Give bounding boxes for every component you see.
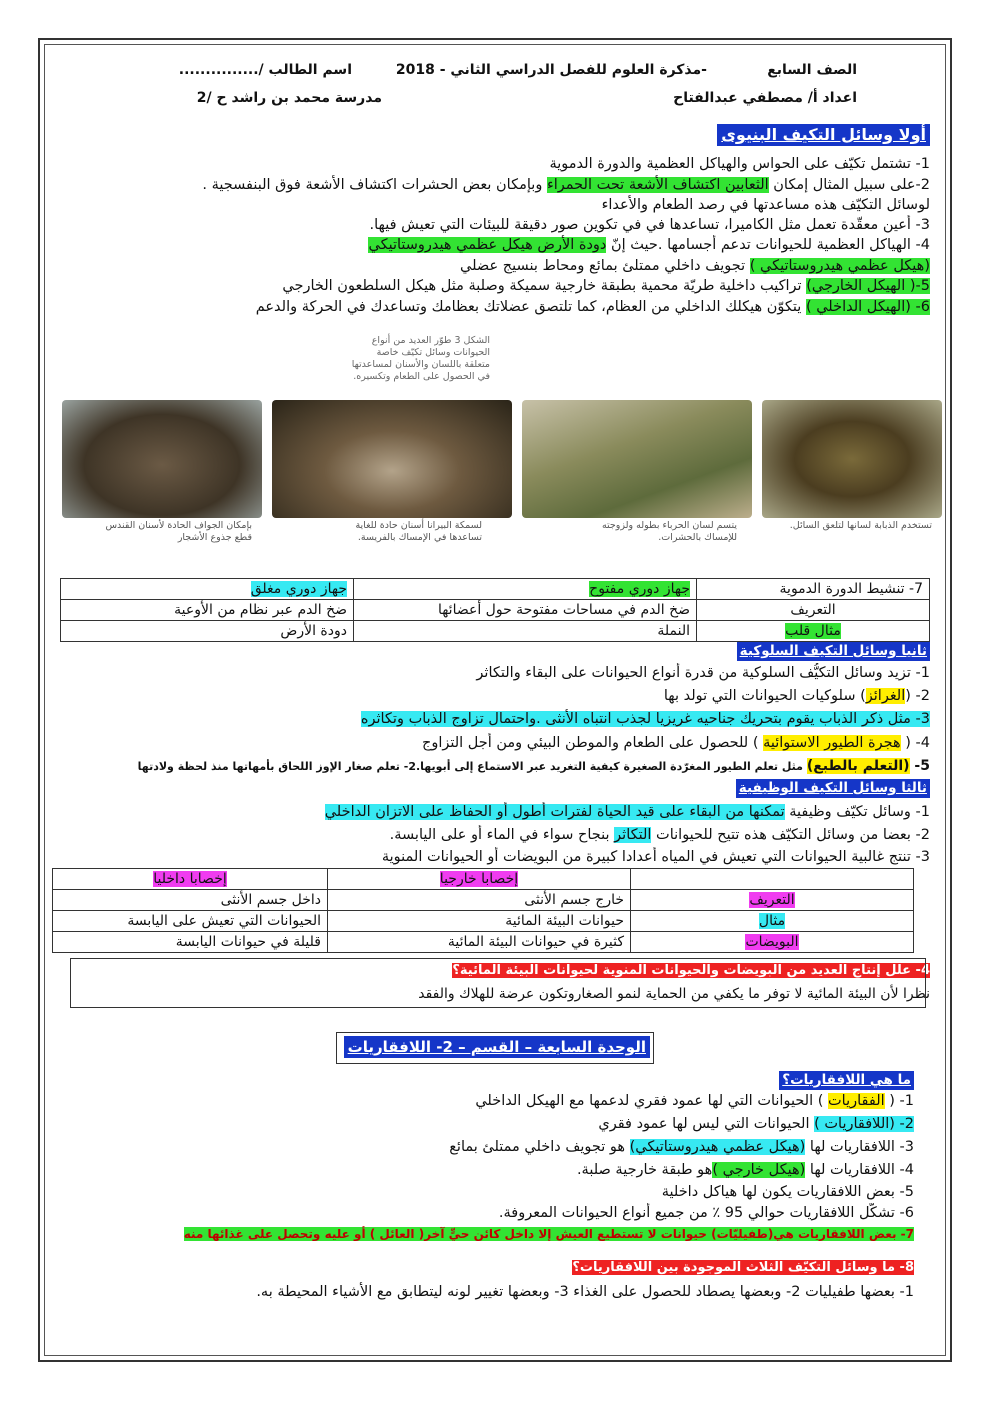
student-name-field: اسم الطالب /............... [178, 62, 352, 78]
table-row [53, 911, 914, 932]
table-cell: 7- تنشيط الدورة الدموية [697, 579, 930, 600]
chameleon-photo [522, 400, 752, 518]
row-label-eggs: البويضات [745, 934, 799, 950]
table-cell [61, 579, 354, 600]
s2-line2-b: ) سلوكيات الحيوانات التي تولد بها [663, 688, 866, 704]
table-cell: ضخ الدم في مساحات مفتوحة حول أعضائها [354, 600, 697, 621]
q8-question: 8- ما وسائل التكيّف الثلاث الموجودة بين اللافقاريات؟ [572, 1260, 914, 1275]
s1-line2-highlight: الثعابين اكتشاف الأشعة تحت الحمراء [546, 177, 769, 193]
table-row [61, 600, 930, 621]
inv-line4-highlight: (هيكل خارجي ) [712, 1162, 806, 1178]
table-cell [631, 890, 914, 911]
external-fertilization-header: إخصابا خارجيا [439, 871, 519, 887]
inv-line3-b: هو تجويف داخلي ممتلئ بمائع [449, 1139, 630, 1155]
inv-line2-b: الحيوانات التي ليس لها عمود فقري [598, 1116, 815, 1132]
table-cell [53, 869, 328, 890]
inv-line1-highlight: الفقاريات [828, 1093, 885, 1109]
q4-answer: نظرا لأن البيئة المائية لا توفر ما يكفي من الحماية لنمو الصغاروتكون عرضة للهلاك والفقد [418, 986, 930, 1002]
s1-line7-b: يتكوّن هيكلك الداخلي من العظام، كما تلتصق عضلاتك بعظامك وتساعدك في الحركة والدعم [255, 299, 806, 315]
table-cell [631, 911, 914, 932]
table-cell: الحيوانات التي تعيش على اليابسة [53, 911, 328, 932]
inv-line1-a: 1- ( [884, 1093, 914, 1109]
q4-box [70, 958, 926, 1008]
section2-title: ثانيا وسائل التكيف السلوكية [737, 642, 930, 661]
memo-title: -مذكرة العلوم للفصل الدراسي الثاني - 2018 [395, 62, 707, 78]
caption-piranha: لسمكة البيرانا أسنان حادة للغاية تساعدها في الإمساك بالفريسة. [355, 520, 482, 543]
s2-line2-highlight: الغرائز [865, 688, 906, 704]
table-cell: داخل جسم الأنثى [53, 890, 328, 911]
internal-fertilization-header: إخصابا داخليا [153, 871, 227, 887]
s1-line1: 1- تشتمل تكيّف على الحواس والهياكل العظمية والدورة الدموية [549, 156, 930, 172]
table-cell [354, 579, 697, 600]
s1-line4 [62, 235, 930, 255]
inv-line7-wrap [62, 1224, 914, 1244]
s3-line2-highlight: التكاثر [614, 827, 652, 843]
table-cell: قليلة في حيوانات اليابسة [53, 932, 328, 953]
table-cell [631, 869, 914, 890]
inv-line1 [62, 1091, 914, 1111]
table-row [53, 932, 914, 953]
inv-line1-b: ) الحيوانات التي لها عمود فقري لدعمها مع الهيكل الداخلي [475, 1093, 829, 1109]
s2-line4-highlight: هجرة الطيور الاستوائية [763, 735, 901, 751]
s2-line5 [62, 756, 930, 777]
s2-line4-b: ) للحصول على الطعام والموطن البيئي ومن أجل التزاوج [421, 735, 764, 751]
s1-line6-b: تراكيب داخلية طريّة محمية بطبقة خارجية سميكة وصلبة مثل هيكل السلطعون الخارجي [282, 278, 807, 294]
table-row [61, 579, 930, 600]
figure-photos [62, 400, 942, 518]
table-cell [697, 621, 930, 642]
s2-line2 [62, 686, 930, 706]
s1-line6 [62, 276, 930, 296]
inv-line2-highlight: 2- (اللافقاريات ) [814, 1116, 914, 1132]
table-cell: كثيرة في حيوانات البيئة المائية [328, 932, 631, 953]
inv-line4-a: 4- اللافقاريات لها [805, 1162, 914, 1178]
inv-line4 [62, 1160, 914, 1180]
s3-line1-highlight: تمكنها من البقاء على قيد الحياة لفترات أطول أو الحفاظ على الاتزان الداخلي [324, 804, 785, 820]
s1-line2-a: 2-على سبيل المثال إمكان [768, 177, 930, 193]
school-name: مدرسة محمد بن راشد ح /2 [196, 90, 382, 106]
s1-line2-b: وبإمكان بعض الحشرات اكتشاف الأشعة فوق البنفسجية . [202, 177, 547, 193]
fly-photo [762, 400, 942, 518]
s1-line2 [62, 175, 930, 195]
s1-line5 [62, 256, 930, 276]
s2-line5-a: 5- [909, 758, 930, 774]
s3-line1-a: 1- وسائل تكيّف وظيفية [784, 804, 930, 820]
table-cell [631, 932, 914, 953]
q4-question: 4- علل إنتاج العديد من البويضات والحيوانات المنوية لحيوانات البيئة المائية؟ [452, 963, 930, 978]
s3-line2 [62, 825, 930, 845]
caption-beaver: بإمكان الجواف الحادة لأسنان القندس قطع جذوع الأشجار [105, 520, 252, 543]
inv-line2 [62, 1114, 914, 1134]
table-cell: النملة [354, 621, 697, 642]
circulation-table [60, 578, 930, 642]
table-row [61, 621, 930, 642]
open-system-label: جهاز دوري مفتوح [589, 581, 690, 597]
table-cell [328, 869, 631, 890]
figure-caption: الشكل 3 طوّر العديد من أنواع الحيوانات وسائل تكيّف خاصة متعلقة باللسان والأسنان لمساعدتها في الحصول على الطعام وتكسيره. [351, 335, 490, 382]
inv-line6: 6- تشكّل اللافقاريات حوالي 95 ٪ من جميع أنواع الحيوانات المعروفة. [498, 1205, 914, 1221]
s1-line2c: لوسائل التكيّف هذه مساعدتها في رصد الطعام والأعداء [601, 197, 930, 213]
inv-line3-a: 3- اللافقاريات لها [805, 1139, 914, 1155]
s2-line3-wrap [62, 709, 930, 729]
table-cell: ضخ الدم عبر نظام من الأوعية [61, 600, 354, 621]
s3-line3: 3- تنتج غالبية الحيوانات التي تعيش في المياه أعدادا كبيرة من البويضات أو الحيوانات المنوية [381, 849, 930, 865]
s1-line7 [62, 297, 930, 317]
table-cell: دودة الأرض [61, 621, 354, 642]
prepared-by: اعداد أ/ مصطفي عبدالفتاح [673, 90, 857, 106]
caption-chameleon: يتسم لسان الحرباء بطوله ولزوجته للإمساك بالحشرات. [601, 520, 737, 543]
unit-title: الوحدة السابعة – القسم – 2- اللافقاريات [344, 1036, 650, 1058]
s3-line2-a: 2- بعضا من وسائل التكيّف هذه تتيح للحيوانات [651, 827, 930, 843]
table-cell: التعريف [697, 600, 930, 621]
grade-label: الصف السابع [767, 62, 857, 78]
q8-wrap [62, 1258, 914, 1278]
s2-line5-b: مثل تعلم الطيور المغرّدة الصغيرة كيفية التغريد عبر الاستماع إلى أبويها.2- تعلم صغار الإوز اللحاق بأمهاتها منذ لحظة ولادتها [137, 760, 807, 773]
beaver-photo [62, 400, 262, 518]
s2-line3: 3- مثل ذكر الذباب يقوم بتحريك جناحيه غريزيا لجذب انتباه الأنثى .واحتمال تزاوج الذباب وتكاثره [360, 711, 930, 727]
inv-line3-highlight: (هيكل عظمي هيدروستاتيكي) [629, 1139, 806, 1155]
s1-line7-highlight: 6- (الهيكل الداخلي ) [805, 299, 930, 315]
section1-title: أولا وسائل التكيف البنيوى [717, 124, 930, 146]
s2-line4-a: 4- ( [900, 735, 930, 751]
s1-line4-highlight: دودة الأرض هيكل عظمي هيدروستاتيكي [368, 237, 607, 253]
table-row [53, 869, 914, 890]
caption-fly: تستخدم الذبابة لسانها لتلعق السائل. [789, 520, 932, 531]
inv-line5: 5- بعض اللافقاريات يكون لها هياكل داخلية [661, 1184, 914, 1200]
s2-line2-a: 2- ( [905, 688, 930, 704]
invertebrates-question: ما هي اللافقاريات؟ [779, 1071, 914, 1090]
s1-line3: 3- أعين معقّدة تعمل مثل الكاميرا، تساعدها في في تكوين صور دقيقة للبيئات التي تعيش فيها. [369, 217, 930, 233]
s2-line1: 1- تزيد وسائل التكيُّف السلوكية من قدرة أنواع الحيوانات على البقاء والتكاثر [476, 665, 930, 681]
s1-line4-a: 4- الهياكل العظمية للحيوانات تدعم أجسامها .حيث إنّ [606, 237, 930, 253]
table-cell: حيوانات البيئة المائية [328, 911, 631, 932]
s1-line5-highlight: (هيكل عظمي هيدروستاتيكي ) [749, 258, 930, 274]
inv-line3 [62, 1137, 914, 1157]
row-label-example: مثال [758, 913, 786, 929]
s2-line5-highlight: (التعلم بالطبع) [806, 758, 910, 774]
s3-line1 [62, 802, 930, 822]
q8-answer: 1- بعضها طفيليات 2- وبعضها يصطاد للحصول على الغذاء 3- وبعضها تغيير لونه ليتطابق مع الأشياء المحيطة به. [256, 1284, 914, 1300]
table-row [53, 890, 914, 911]
fertilization-table [52, 868, 914, 953]
section3-title: ثالثا وسائل التكيف الوظيفية [736, 779, 930, 798]
inv-line7: 7- بعض اللافقاريات هي(طفيليّات) حيوانات لا تستطيع العيش إلا داخل كائن حيٍّ آخر( العائل ) أو عليه وتحصل على غذائها منه [183, 1227, 914, 1241]
inv-line4-b: هو طبقة خارجية صلبة. [576, 1162, 713, 1178]
s1-line5-b: تجويف داخلي ممتلئ بمائع ومحاط بنسيج عضلي [460, 258, 750, 274]
example-heart-label: مثال قلب [785, 623, 841, 639]
s2-line4 [62, 733, 930, 753]
piranha-photo [272, 400, 512, 518]
s3-line2-b: بنجاح سواء في الماء أو على اليابسة. [389, 827, 615, 843]
row-label-definition: التعريف [749, 892, 795, 908]
closed-system-label: جهاز دوري مغلق [250, 581, 347, 597]
table-cell: خارج جسم الأنثى [328, 890, 631, 911]
s1-line6-highlight: 5-( الهيكل الخارجي) [806, 278, 930, 294]
